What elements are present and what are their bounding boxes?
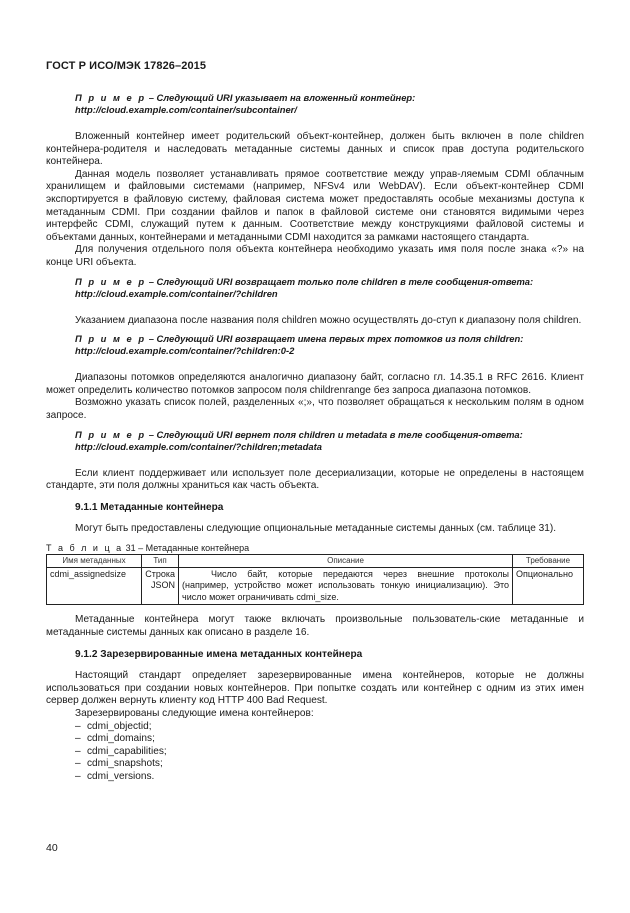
example-label: П р и м е р [75, 428, 147, 440]
table-cell-name: cdmi_assignedsize [47, 567, 142, 605]
table-header-cell: Описание [179, 555, 513, 568]
paragraph: Зарезервированы следующие имена контейнеров: [75, 708, 314, 720]
example-2 [46, 276, 584, 300]
paragraph: Диапазоны потомков определяются аналогично диапазону байт, согласно гл. 14.35.1 в RFC 2616. Клиент может определить количество потомков запросом поля childrenrange без запроса диапазона потомков. [46, 372, 584, 396]
table-header-row [47, 555, 584, 568]
list-item: – cdmi_capabilities; [75, 745, 167, 757]
table-header-cell: Тип [142, 555, 179, 568]
paragraph: Настоящий стандарт определяет зарезервированные имена контейнеров, которые не должны использоваться при создании новых контейнеров. При попытке создать или контейнер с одним из этих имен сервер должен вернуть клиенту код HTTP 400 Bad Request. [46, 670, 584, 707]
table-cell-type: Строка JSON [142, 567, 179, 605]
list-item: – cdmi_snapshots; [75, 758, 163, 770]
example-uri: http://cloud.example.com/container/?children;metadata [75, 440, 322, 452]
document-header: ГОСТ Р ИСО/МЭК 17826–2015 [46, 60, 207, 72]
example-text: – Следующий URI возвращает имена первых трех потомков из поля children: [146, 333, 524, 345]
page-number: 40 [46, 842, 58, 854]
reserved-names-list [46, 721, 584, 784]
example-uri: http://cloud.example.com/container/?children:0-2 [75, 345, 295, 357]
paragraph: Могут быть предоставлены следующие опциональные метаданные системы данных (см. таблице 31). [75, 523, 557, 535]
paragraph: Метаданные контейнера могут также включать произвольные пользователь-ские метаданные и метаданные системы данных как описано в разделе 16. [46, 614, 584, 639]
table-header-cell: Имя метаданных [47, 555, 142, 568]
example-4 [46, 429, 584, 453]
table-row [47, 567, 584, 605]
list-item: – cdmi_domains; [75, 733, 155, 745]
example-label: П р и м е р [75, 92, 147, 103]
paragraph: Для получения отдельного поля объекта контейнера необходимо указать имя поля после знака «?» на конце URI объекта. [46, 244, 584, 268]
paragraph: Возможно указать список полей, разделенных «;», что позволяет обращаться к нескольким полям в одном запросе. [46, 397, 584, 421]
example-1 [46, 92, 584, 116]
section-heading: 9.1.2 Зарезервированные имена метаданных контейнера [75, 648, 363, 660]
paragraph: Вложенный контейнер имеет родительский объект-контейнер, должен быть включен в поле children контейнера-родителя и наследовать метаданные системы данных и список прав доступа родительского контейнера. [46, 131, 584, 168]
page-content [46, 92, 584, 784]
example-uri: http://cloud.example.com/container/subcontainer/ [75, 104, 297, 115]
table-caption [46, 542, 584, 555]
example-uri: http://cloud.example.com/container/?children [75, 287, 278, 299]
table-cell-description: Число байт, которые передаются через внешние протоколы (например, устройство может использовать тонкую инициализацию). Это число может ограничивать cdmi_size. [179, 567, 513, 605]
table-caption-label: Т а б л и ц а [46, 542, 124, 553]
paragraph: Если клиент поддерживает или использует поле десериализации, которые не определены в настоящем стандарте, эти поля должны храниться как часть объекта. [46, 467, 584, 492]
example-text: – Следующий URI вернет поля children и metadata в теле сообщения-ответа: [146, 428, 523, 440]
example-label: П р и м е р [75, 333, 147, 345]
example-text: – Следующий URI указывает на вложенный контейнер: [146, 92, 416, 103]
table-cell-requirement: Опционально [513, 567, 584, 605]
metadata-table [46, 554, 584, 605]
example-3 [46, 333, 584, 357]
paragraph: Данная модель позволяет устанавливать прямое соответствие между управ-ляемым CDMI облачным хранилищем и файловыми системами (например, NFSv4 или WebDAV). Если объект-контейнер CDMI экспортируется в файловую систему, файловая система может предоставлять особые механизмы доступа к метаданным CDMI. При создании файлов и папок в файловой системе они становятся видимыми через интерфейс CDMI, служащий путем к данным. Соответствие между конструкциями файловой системы и объектами данных, контейнерами и метаданными CDMI находится за рамками настоящего стандарта. [46, 168, 584, 243]
table-caption-text: 31 – Метаданные контейнера [123, 542, 250, 553]
example-label: П р и м е р [75, 275, 147, 287]
example-text: – Следующий URI возвращает только поле children в теле сообщения-ответа: [146, 275, 534, 287]
section-heading: 9.1.1 Метаданные контейнера [75, 501, 224, 513]
list-item: – cdmi_objectid; [75, 720, 152, 732]
table-header-cell: Требование [513, 555, 584, 568]
list-item: – cdmi_versions. [75, 771, 155, 782]
paragraph: Указанием диапазона после названия поля children можно осуществлять до-ступ к диапазону поля children. [75, 314, 582, 326]
